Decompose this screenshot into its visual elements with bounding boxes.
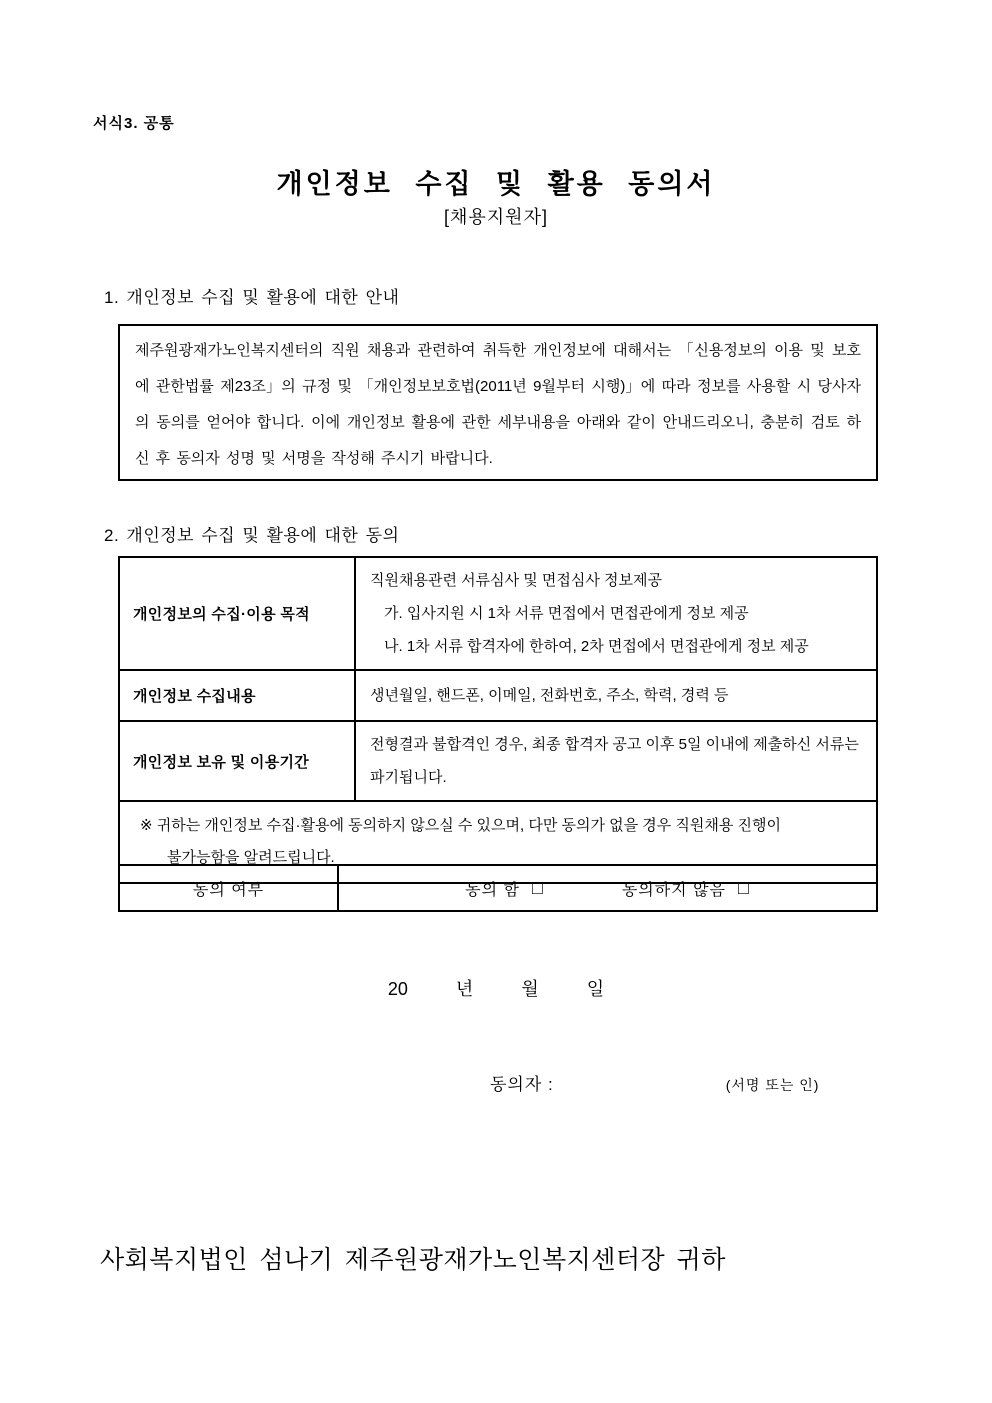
date-line bbox=[0, 975, 992, 1001]
note-line-1: ※ 귀하는 개인정보 수집·활용에 동의하지 않으실 수 있으며, 다만 동의가 없을 경우 직원채용 진행이 bbox=[140, 817, 782, 834]
notice-box bbox=[118, 324, 878, 481]
row-value-content bbox=[355, 670, 877, 721]
signature-line bbox=[0, 1070, 992, 1095]
date-month-label: 월 bbox=[521, 979, 539, 999]
date-day-label: 일 bbox=[586, 979, 605, 999]
consent-choice-table bbox=[118, 864, 878, 912]
row-label-period: 개인정보 보유 및 이용기간 bbox=[119, 721, 355, 801]
content-line-1: 생년월일, 핸드폰, 이메일, 전화번호, 주소, 학력, 경력 등 bbox=[370, 687, 729, 704]
row-label-purpose: 개인정보의 수집·이용 목적 bbox=[119, 557, 355, 670]
agree-checkbox[interactable]: □ bbox=[531, 878, 544, 898]
period-line-1: 전형결과 불합격인 경우, 최종 합격자 공고 이후 5일 이내에 제출하신 서류는 파기됩니다. bbox=[370, 736, 859, 786]
notice-text: 제주원광재가노인복지센터의 직원 채용과 관련하여 취득한 개인정보에 대해서는 「신용정보의 이용 및 보호에 관한법률 제23조」의 규정 및 「개인정보보호법(2011년 9월부터 시행)」에 따라 정보를 사용할 시 당사자의 동의를 얻어야 합니다. 이에 개인정보 활용에 관한 세부내용을 아래와 같이 안내드리오니, 충분히 검토 하신 후 동의자 성명 및 서명을 작성해 주시기 바랍니다. bbox=[135, 342, 861, 467]
table-row-purpose bbox=[119, 557, 877, 670]
purpose-line-2: 가. 입사지원 시 1차 서류 면접에서 면접관에게 정보 제공 bbox=[384, 605, 749, 622]
disagree-checkbox[interactable]: □ bbox=[738, 878, 750, 898]
signature-hint: (서명 또는 인) bbox=[725, 1077, 820, 1093]
table-row-content bbox=[119, 670, 877, 721]
section1-heading: 1. 개인정보 수집 및 활용에 대한 안내 bbox=[104, 288, 400, 307]
consent-row bbox=[119, 865, 877, 911]
row-value-period bbox=[355, 721, 877, 801]
consent-options-cell bbox=[338, 865, 877, 911]
page-subtitle: [채용지원자] bbox=[444, 207, 548, 227]
personal-info-table bbox=[118, 556, 878, 884]
row-label-content: 개인정보 수집내용 bbox=[119, 670, 355, 721]
consent-options bbox=[339, 877, 876, 900]
signer-label: 동의자 : bbox=[490, 1075, 554, 1094]
disagree-option-label: 동의하지 않음 bbox=[621, 881, 726, 899]
purpose-line-3: 나. 1차 서류 합격자에 한하여, 2차 면접에서 면접관에게 정보 제공 bbox=[384, 638, 809, 655]
form-code-label: 서식3. 공통 bbox=[93, 115, 175, 132]
agree-option bbox=[465, 877, 544, 900]
row-value-purpose bbox=[355, 557, 877, 670]
page-title: 개인정보 수집 및 활용 동의서 bbox=[276, 169, 716, 199]
recipient-line: 사회복지법인 섬나기 제주원광재가노인복지센터장 귀하 bbox=[100, 1246, 726, 1274]
table-row-period bbox=[119, 721, 877, 801]
section2-heading: 2. 개인정보 수집 및 활용에 대한 동의 bbox=[104, 526, 400, 545]
date-year-label: 년 bbox=[455, 979, 474, 999]
date-year-prefix: 20 bbox=[387, 979, 408, 999]
purpose-line-1: 직원채용관련 서류심사 및 면접심사 정보제공 bbox=[370, 572, 662, 589]
disagree-option bbox=[622, 877, 750, 900]
consent-label-cell: 동의 여부 bbox=[119, 865, 338, 911]
agree-option-label: 동의 함 bbox=[465, 881, 520, 899]
note-line-2: 불가능함을 알려드립니다. bbox=[167, 849, 335, 866]
